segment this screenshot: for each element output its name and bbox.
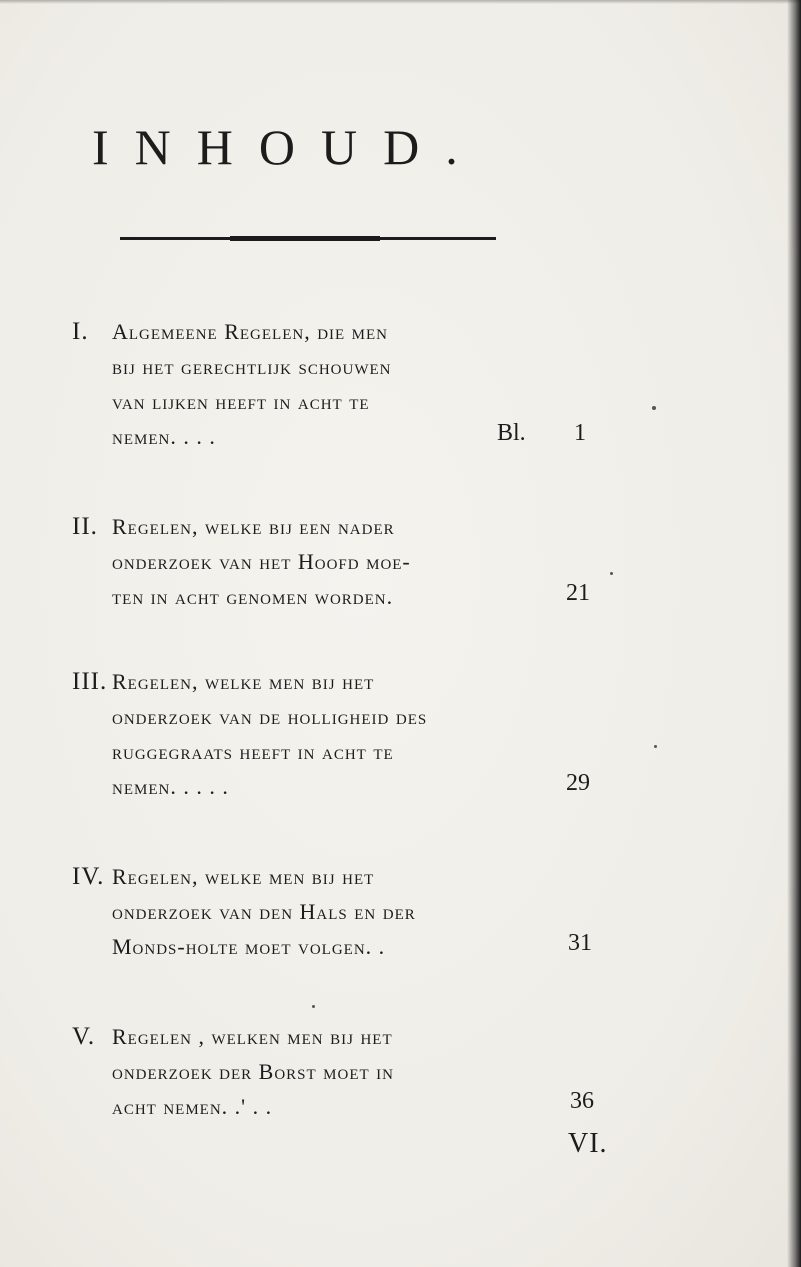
entry-line: nemen. . . . . [112,774,229,799]
paper-speck [652,406,656,410]
entry-line: Regelen, welke men bij het [112,669,375,694]
catchword: VI. [568,1128,608,1159]
page-label: Bl. [497,420,526,446]
toc-entry-4 [72,859,632,964]
entry-line: onderzoek van den Hals en der [112,899,416,924]
entry-number: I. [72,318,89,345]
paper-speck [610,572,613,575]
page-number: 31 [568,930,592,956]
entry-line: ten in acht genomen worden. [112,584,394,609]
entry-line: onderzoek der Borst moet in [112,1059,394,1084]
entry-line: acht nemen. .' . . [112,1094,273,1119]
page-top-shadow [0,0,801,4]
entry-line: nemen. . . . [112,424,216,449]
entry-line: Regelen, welke bij een nader [112,514,395,539]
entry-line: Regelen, welke men bij het [112,864,375,889]
toc-entry-5 [72,1019,632,1124]
entry-number: III. [72,668,108,695]
entry-line: van lijken heeft in acht te [112,389,370,414]
page-number: 21 [566,580,590,606]
paper-speck [654,745,657,748]
contents-heading: INHOUD. [92,119,484,175]
entry-number: IV. [72,863,105,890]
page-number: 1 [574,420,586,446]
entry-line: onderzoek van het Hoofd moe- [112,549,411,574]
toc-entry-1 [72,314,632,454]
page-number: 36 [570,1088,594,1114]
entry-number: II. [72,513,98,540]
toc-entry-3 [72,664,632,804]
entry-line: Algemeene Regelen, die men [112,319,389,344]
entry-line: onderzoek van de holligheid des [112,704,428,729]
page-gutter-shadow [787,0,801,1267]
entry-line: Regelen , welken men bij het [112,1024,393,1049]
entry-number: V. [72,1023,96,1050]
toc-entry-2 [72,509,632,614]
page-number: 29 [566,770,590,796]
ornamental-rule-center [230,236,380,241]
entry-line: bij het gerechtlijk schouwen [112,354,392,379]
entry-line: ruggegraats heeft in acht te [112,739,394,764]
paper-speck [312,1005,315,1008]
entry-line: Monds-holte moet volgen. . [112,934,386,959]
